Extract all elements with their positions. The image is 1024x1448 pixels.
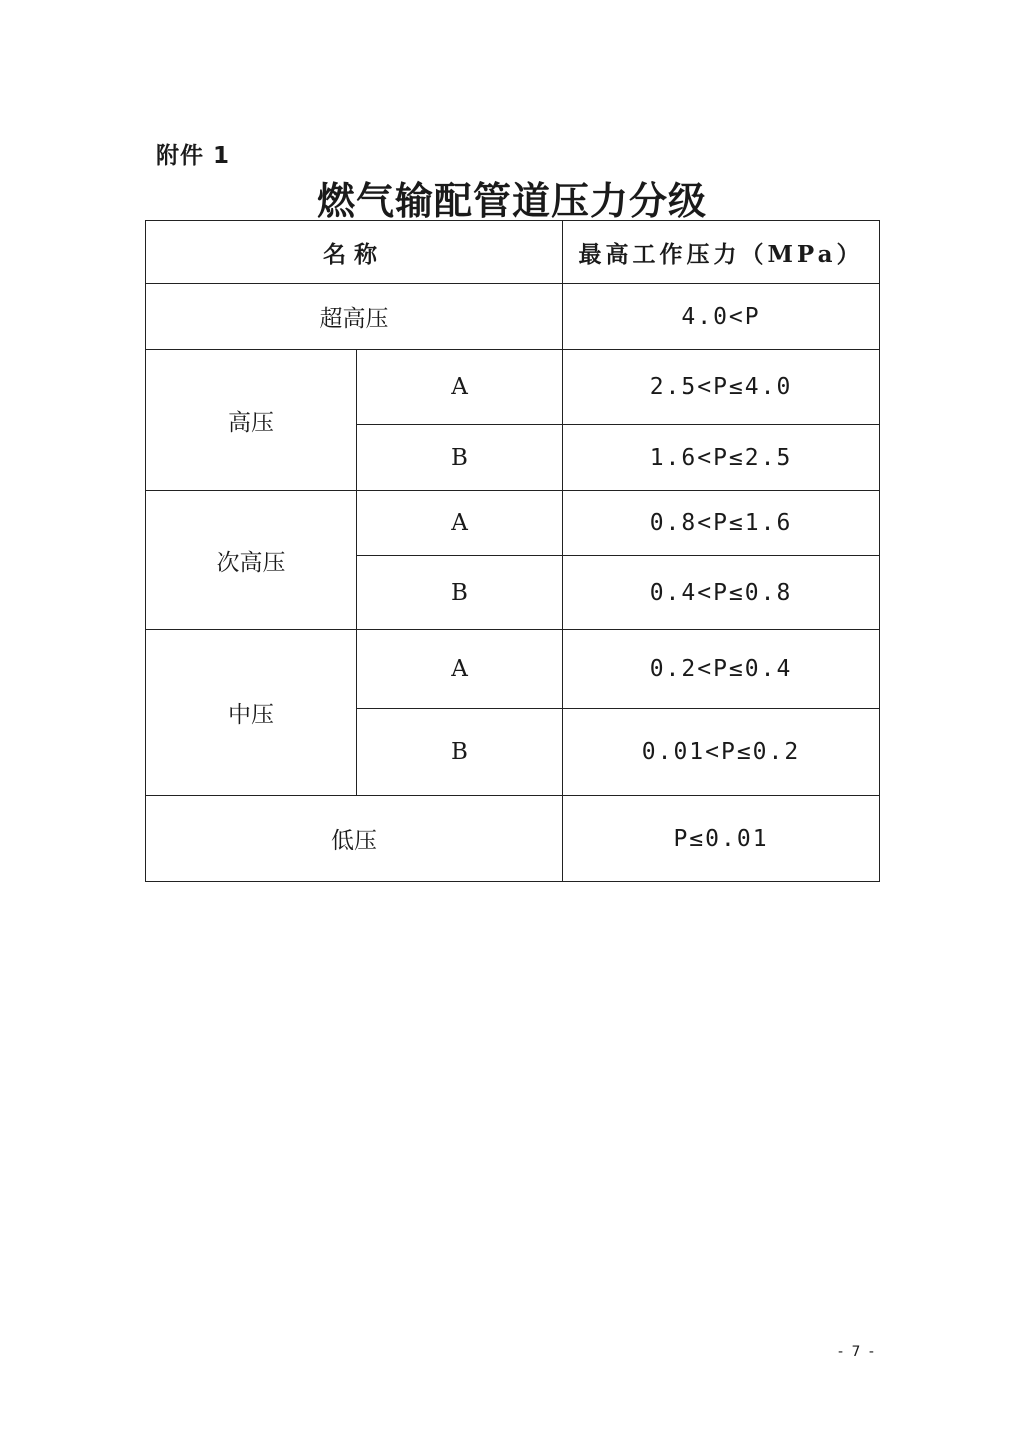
page-title: 燃气输配管道压力分级 [316, 178, 707, 223]
grade-cell: B [357, 709, 563, 796]
category-cell: 次高压 [146, 491, 357, 630]
page-number: - 7 - [838, 1344, 876, 1360]
pressure-value-cell: P≤0.01 [563, 796, 880, 882]
table-header-row [146, 221, 880, 284]
pressure-classification-table [145, 220, 880, 882]
grade-cell: B [357, 425, 563, 491]
category-cell: 低压 [146, 796, 563, 882]
table-row [146, 796, 880, 882]
grade-cell: A [357, 630, 563, 709]
table-row [146, 350, 880, 425]
grade-cell: A [357, 350, 563, 425]
pressure-value-cell: 0.8<P≤1.6 [563, 491, 880, 556]
table-row [146, 630, 880, 709]
category-cell: 中压 [146, 630, 357, 796]
pressure-value-cell: 0.4<P≤0.8 [563, 556, 880, 630]
pressure-value-cell: 2.5<P≤4.0 [563, 350, 880, 425]
header-pressure-cell: 最高工作压力（MPa） [563, 221, 880, 284]
header-name-cell: 名称 [146, 221, 563, 284]
attachment-label: 附件 1 [156, 143, 231, 169]
table-row [146, 491, 880, 556]
table-row [146, 284, 880, 350]
pressure-value-cell: 4.0<P [563, 284, 880, 350]
category-cell: 高压 [146, 350, 357, 491]
grade-cell: A [357, 491, 563, 556]
grade-cell: B [357, 556, 563, 630]
pressure-value-cell: 0.01<P≤0.2 [563, 709, 880, 796]
category-cell: 超高压 [146, 284, 563, 350]
pressure-value-cell: 0.2<P≤0.4 [563, 630, 880, 709]
pressure-value-cell: 1.6<P≤2.5 [563, 425, 880, 491]
